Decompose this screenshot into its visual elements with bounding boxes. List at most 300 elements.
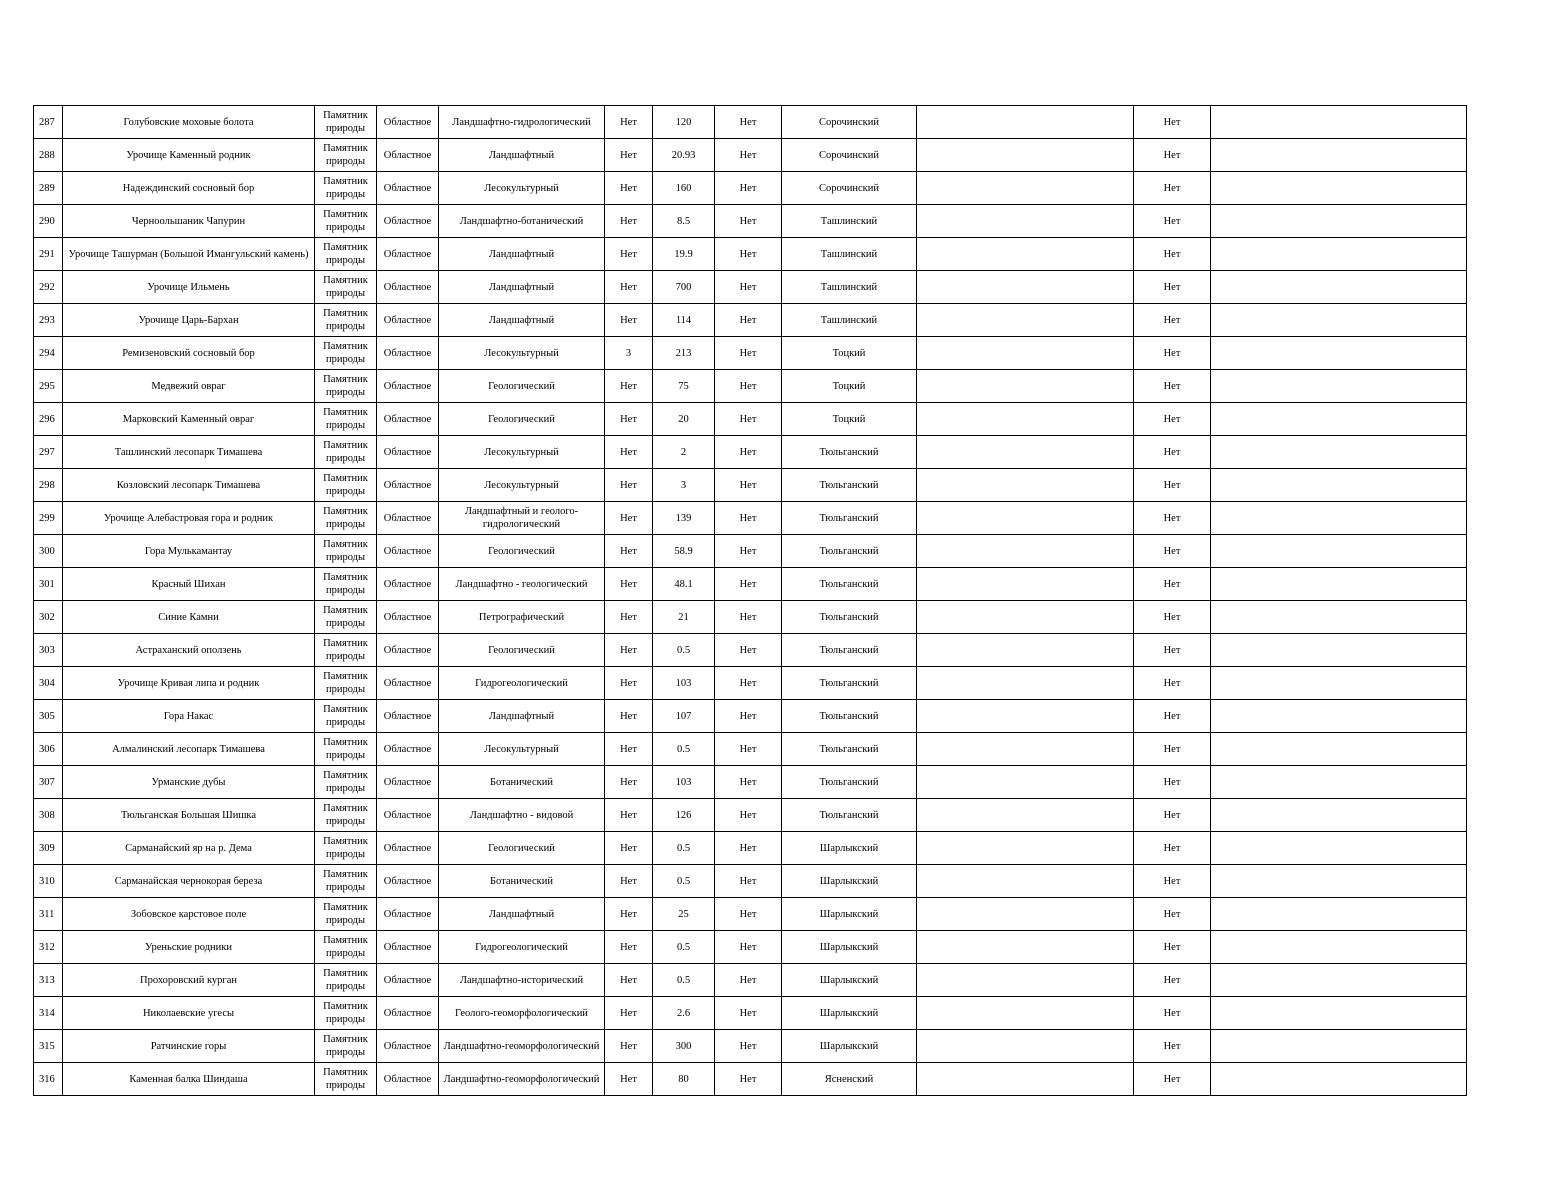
cell-col5: Нет bbox=[605, 205, 653, 238]
district-name: Шарлыкский bbox=[782, 997, 917, 1030]
object-category: Памятник природы bbox=[315, 238, 377, 271]
cell-col7: Нет bbox=[715, 568, 782, 601]
cell-col9 bbox=[917, 601, 1134, 634]
cell-col7: Нет bbox=[715, 403, 782, 436]
table-row bbox=[34, 931, 1467, 964]
cell-col5: 3 bbox=[605, 337, 653, 370]
object-category: Памятник природы bbox=[315, 271, 377, 304]
cell-col10: Нет bbox=[1134, 766, 1211, 799]
cell-col10: Нет bbox=[1134, 634, 1211, 667]
object-area: 0.5 bbox=[653, 733, 715, 766]
table-row bbox=[34, 469, 1467, 502]
object-name: Урочище Кривая липа и родник bbox=[63, 667, 315, 700]
cell-col9 bbox=[917, 832, 1134, 865]
object-category: Памятник природы bbox=[315, 733, 377, 766]
district-name: Тоцкий bbox=[782, 370, 917, 403]
cell-col5: Нет bbox=[605, 172, 653, 205]
object-area: 120 bbox=[653, 106, 715, 139]
cell-col10: Нет bbox=[1134, 469, 1211, 502]
cell-col10: Нет bbox=[1134, 304, 1211, 337]
cell-col5: Нет bbox=[605, 469, 653, 502]
protected-areas-table bbox=[33, 105, 1467, 1096]
object-category: Памятник природы bbox=[315, 865, 377, 898]
table-row bbox=[34, 898, 1467, 931]
cell-col11 bbox=[1211, 931, 1467, 964]
row-number: 311 bbox=[34, 898, 63, 931]
object-category: Памятник природы bbox=[315, 205, 377, 238]
cell-col9 bbox=[917, 634, 1134, 667]
cell-col10: Нет bbox=[1134, 370, 1211, 403]
object-category: Памятник природы bbox=[315, 106, 377, 139]
row-number: 287 bbox=[34, 106, 63, 139]
cell-col11 bbox=[1211, 964, 1467, 997]
row-number: 292 bbox=[34, 271, 63, 304]
table-row bbox=[34, 964, 1467, 997]
object-significance: Областное bbox=[377, 799, 439, 832]
object-category: Памятник природы bbox=[315, 1063, 377, 1096]
object-area: 0.5 bbox=[653, 634, 715, 667]
district-name: Тюльганский bbox=[782, 568, 917, 601]
object-significance: Областное bbox=[377, 502, 439, 535]
object-category: Памятник природы bbox=[315, 535, 377, 568]
row-number: 301 bbox=[34, 568, 63, 601]
object-profile: Лесокультурный bbox=[439, 469, 605, 502]
object-name: Урочище Алебастровая гора и родник bbox=[63, 502, 315, 535]
cell-col10: Нет bbox=[1134, 898, 1211, 931]
table-row bbox=[34, 271, 1467, 304]
object-name: Зобовское карстовое поле bbox=[63, 898, 315, 931]
cell-col9 bbox=[917, 370, 1134, 403]
cell-col7: Нет bbox=[715, 139, 782, 172]
district-name: Тюльганский bbox=[782, 535, 917, 568]
table-row bbox=[34, 568, 1467, 601]
object-significance: Областное bbox=[377, 766, 439, 799]
cell-col11 bbox=[1211, 700, 1467, 733]
cell-col10: Нет bbox=[1134, 568, 1211, 601]
cell-col11 bbox=[1211, 535, 1467, 568]
cell-col7: Нет bbox=[715, 1030, 782, 1063]
object-category: Памятник природы bbox=[315, 898, 377, 931]
object-area: 160 bbox=[653, 172, 715, 205]
cell-col9 bbox=[917, 964, 1134, 997]
cell-col11 bbox=[1211, 1063, 1467, 1096]
object-category: Памятник природы bbox=[315, 403, 377, 436]
table-row bbox=[34, 337, 1467, 370]
cell-col9 bbox=[917, 403, 1134, 436]
table-row bbox=[34, 733, 1467, 766]
object-profile: Геологический bbox=[439, 370, 605, 403]
cell-col7: Нет bbox=[715, 535, 782, 568]
district-name: Тоцкий bbox=[782, 403, 917, 436]
object-name: Николаевские угесы bbox=[63, 997, 315, 1030]
cell-col9 bbox=[917, 898, 1134, 931]
cell-col7: Нет bbox=[715, 964, 782, 997]
table-row bbox=[34, 601, 1467, 634]
cell-col10: Нет bbox=[1134, 1030, 1211, 1063]
cell-col7: Нет bbox=[715, 304, 782, 337]
cell-col10: Нет bbox=[1134, 535, 1211, 568]
object-name: Гора Накас bbox=[63, 700, 315, 733]
object-area: 48.1 bbox=[653, 568, 715, 601]
object-category: Памятник природы bbox=[315, 997, 377, 1030]
district-name: Тюльганский bbox=[782, 766, 917, 799]
district-name: Тюльганский bbox=[782, 733, 917, 766]
cell-col5: Нет bbox=[605, 700, 653, 733]
table-row bbox=[34, 832, 1467, 865]
object-profile: Лесокультурный bbox=[439, 172, 605, 205]
cell-col9 bbox=[917, 271, 1134, 304]
cell-col5: Нет bbox=[605, 766, 653, 799]
object-significance: Областное bbox=[377, 1063, 439, 1096]
cell-col7: Нет bbox=[715, 502, 782, 535]
object-name: Голубовские моховые болота bbox=[63, 106, 315, 139]
row-number: 306 bbox=[34, 733, 63, 766]
cell-col11 bbox=[1211, 997, 1467, 1030]
cell-col10: Нет bbox=[1134, 601, 1211, 634]
cell-col5: Нет bbox=[605, 139, 653, 172]
table-row bbox=[34, 502, 1467, 535]
object-name: Черноольшаник Чапурин bbox=[63, 205, 315, 238]
cell-col11 bbox=[1211, 667, 1467, 700]
district-name: Тюльганский bbox=[782, 436, 917, 469]
cell-col11 bbox=[1211, 766, 1467, 799]
object-category: Памятник природы bbox=[315, 469, 377, 502]
object-significance: Областное bbox=[377, 106, 439, 139]
table-row bbox=[34, 535, 1467, 568]
cell-col9 bbox=[917, 304, 1134, 337]
row-number: 298 bbox=[34, 469, 63, 502]
object-area: 126 bbox=[653, 799, 715, 832]
object-area: 700 bbox=[653, 271, 715, 304]
object-category: Памятник природы bbox=[315, 700, 377, 733]
table-row bbox=[34, 436, 1467, 469]
object-area: 139 bbox=[653, 502, 715, 535]
cell-col10: Нет bbox=[1134, 172, 1211, 205]
district-name: Шарлыкский bbox=[782, 898, 917, 931]
district-name: Шарлыкский bbox=[782, 964, 917, 997]
document-page bbox=[33, 105, 1466, 1096]
cell-col11 bbox=[1211, 238, 1467, 271]
district-name: Шарлыкский bbox=[782, 1030, 917, 1063]
object-name: Астраханский оползень bbox=[63, 634, 315, 667]
object-area: 25 bbox=[653, 898, 715, 931]
cell-col9 bbox=[917, 139, 1134, 172]
table-row bbox=[34, 172, 1467, 205]
district-name: Шарлыкский bbox=[782, 832, 917, 865]
object-name: Алмалинский лесопарк Тимашева bbox=[63, 733, 315, 766]
object-profile: Геологический bbox=[439, 535, 605, 568]
object-name: Красный Шихан bbox=[63, 568, 315, 601]
table-row bbox=[34, 403, 1467, 436]
table-row bbox=[34, 865, 1467, 898]
table-row bbox=[34, 634, 1467, 667]
cell-col11 bbox=[1211, 502, 1467, 535]
object-significance: Областное bbox=[377, 832, 439, 865]
object-name: Прохоровский курган bbox=[63, 964, 315, 997]
object-category: Памятник природы bbox=[315, 931, 377, 964]
object-profile: Ландшафтно-геоморфологический bbox=[439, 1030, 605, 1063]
cell-col5: Нет bbox=[605, 271, 653, 304]
cell-col10: Нет bbox=[1134, 205, 1211, 238]
cell-col5: Нет bbox=[605, 964, 653, 997]
cell-col11 bbox=[1211, 568, 1467, 601]
object-area: 0.5 bbox=[653, 865, 715, 898]
district-name: Шарлыкский bbox=[782, 865, 917, 898]
object-name: Урманские дубы bbox=[63, 766, 315, 799]
object-significance: Областное bbox=[377, 733, 439, 766]
row-number: 303 bbox=[34, 634, 63, 667]
district-name: Тюльганский bbox=[782, 700, 917, 733]
row-number: 293 bbox=[34, 304, 63, 337]
district-name: Ташлинский bbox=[782, 304, 917, 337]
cell-col7: Нет bbox=[715, 799, 782, 832]
object-area: 3 bbox=[653, 469, 715, 502]
object-profile: Ландшафтно-гидрологический bbox=[439, 106, 605, 139]
object-category: Памятник природы bbox=[315, 568, 377, 601]
cell-col10: Нет bbox=[1134, 799, 1211, 832]
row-number: 315 bbox=[34, 1030, 63, 1063]
object-category: Памятник природы bbox=[315, 832, 377, 865]
object-significance: Областное bbox=[377, 535, 439, 568]
cell-col5: Нет bbox=[605, 568, 653, 601]
object-name: Каменная балка Шиндаша bbox=[63, 1063, 315, 1096]
cell-col11 bbox=[1211, 799, 1467, 832]
district-name: Сорочинский bbox=[782, 172, 917, 205]
cell-col11 bbox=[1211, 898, 1467, 931]
object-area: 20.93 bbox=[653, 139, 715, 172]
row-number: 309 bbox=[34, 832, 63, 865]
object-profile: Ландшафтно - геологический bbox=[439, 568, 605, 601]
object-category: Памятник природы bbox=[315, 139, 377, 172]
object-name: Синие Камни bbox=[63, 601, 315, 634]
cell-col9 bbox=[917, 667, 1134, 700]
object-area: 2 bbox=[653, 436, 715, 469]
cell-col5: Нет bbox=[605, 403, 653, 436]
object-area: 58.9 bbox=[653, 535, 715, 568]
cell-col10: Нет bbox=[1134, 964, 1211, 997]
object-category: Памятник природы bbox=[315, 304, 377, 337]
row-number: 313 bbox=[34, 964, 63, 997]
object-name: Гора Мулькамантау bbox=[63, 535, 315, 568]
district-name: Тоцкий bbox=[782, 337, 917, 370]
cell-col7: Нет bbox=[715, 1063, 782, 1096]
cell-col9 bbox=[917, 799, 1134, 832]
cell-col9 bbox=[917, 733, 1134, 766]
cell-col5: Нет bbox=[605, 601, 653, 634]
object-name: Урочище Царь-Бархан bbox=[63, 304, 315, 337]
object-area: 300 bbox=[653, 1030, 715, 1063]
object-profile: Ландшафтно-ботанический bbox=[439, 205, 605, 238]
cell-col7: Нет bbox=[715, 337, 782, 370]
cell-col10: Нет bbox=[1134, 139, 1211, 172]
table-row bbox=[34, 766, 1467, 799]
cell-col7: Нет bbox=[715, 271, 782, 304]
object-significance: Областное bbox=[377, 931, 439, 964]
table-body bbox=[34, 106, 1467, 1096]
cell-col11 bbox=[1211, 370, 1467, 403]
object-name: Ратчинские горы bbox=[63, 1030, 315, 1063]
cell-col7: Нет bbox=[715, 634, 782, 667]
object-name: Марковский Каменный овраг bbox=[63, 403, 315, 436]
cell-col9 bbox=[917, 1063, 1134, 1096]
cell-col5: Нет bbox=[605, 106, 653, 139]
cell-col11 bbox=[1211, 139, 1467, 172]
cell-col11 bbox=[1211, 304, 1467, 337]
row-number: 312 bbox=[34, 931, 63, 964]
cell-col5: Нет bbox=[605, 436, 653, 469]
object-profile: Ландшафтно-геоморфологический bbox=[439, 1063, 605, 1096]
object-area: 103 bbox=[653, 667, 715, 700]
district-name: Тюльганский bbox=[782, 634, 917, 667]
table-row bbox=[34, 1063, 1467, 1096]
table-row bbox=[34, 304, 1467, 337]
cell-col7: Нет bbox=[715, 667, 782, 700]
cell-col5: Нет bbox=[605, 535, 653, 568]
cell-col9 bbox=[917, 865, 1134, 898]
object-category: Памятник природы bbox=[315, 370, 377, 403]
object-profile: Ландшафтный bbox=[439, 304, 605, 337]
cell-col5: Нет bbox=[605, 1030, 653, 1063]
object-profile: Ландшафтный bbox=[439, 139, 605, 172]
object-area: 107 bbox=[653, 700, 715, 733]
cell-col5: Нет bbox=[605, 799, 653, 832]
cell-col9 bbox=[917, 535, 1134, 568]
row-number: 299 bbox=[34, 502, 63, 535]
cell-col9 bbox=[917, 931, 1134, 964]
district-name: Ясненский bbox=[782, 1063, 917, 1096]
object-name: Урочище Каменный родник bbox=[63, 139, 315, 172]
object-name: Тюльганская Большая Шишка bbox=[63, 799, 315, 832]
object-area: 21 bbox=[653, 601, 715, 634]
object-area: 80 bbox=[653, 1063, 715, 1096]
cell-col11 bbox=[1211, 271, 1467, 304]
cell-col10: Нет bbox=[1134, 403, 1211, 436]
object-name: Уреньские родники bbox=[63, 931, 315, 964]
table-row bbox=[34, 799, 1467, 832]
cell-col11 bbox=[1211, 634, 1467, 667]
object-category: Памятник природы bbox=[315, 172, 377, 205]
cell-col7: Нет bbox=[715, 469, 782, 502]
cell-col10: Нет bbox=[1134, 337, 1211, 370]
object-name: Ташлинский лесопарк Тимашева bbox=[63, 436, 315, 469]
object-area: 213 bbox=[653, 337, 715, 370]
object-significance: Областное bbox=[377, 469, 439, 502]
cell-col7: Нет bbox=[715, 601, 782, 634]
row-number: 297 bbox=[34, 436, 63, 469]
object-area: 75 bbox=[653, 370, 715, 403]
district-name: Тюльганский bbox=[782, 799, 917, 832]
cell-col9 bbox=[917, 469, 1134, 502]
object-category: Памятник природы bbox=[315, 502, 377, 535]
object-area: 2.6 bbox=[653, 997, 715, 1030]
object-category: Памятник природы bbox=[315, 634, 377, 667]
cell-col11 bbox=[1211, 403, 1467, 436]
object-profile: Петрографический bbox=[439, 601, 605, 634]
table-row bbox=[34, 139, 1467, 172]
cell-col5: Нет bbox=[605, 1063, 653, 1096]
cell-col7: Нет bbox=[715, 997, 782, 1030]
table-row bbox=[34, 667, 1467, 700]
object-profile: Геологический bbox=[439, 634, 605, 667]
row-number: 289 bbox=[34, 172, 63, 205]
cell-col11 bbox=[1211, 601, 1467, 634]
row-number: 300 bbox=[34, 535, 63, 568]
row-number: 314 bbox=[34, 997, 63, 1030]
object-significance: Областное bbox=[377, 436, 439, 469]
row-number: 294 bbox=[34, 337, 63, 370]
cell-col10: Нет bbox=[1134, 700, 1211, 733]
cell-col10: Нет bbox=[1134, 106, 1211, 139]
cell-col5: Нет bbox=[605, 634, 653, 667]
row-number: 295 bbox=[34, 370, 63, 403]
object-significance: Областное bbox=[377, 1030, 439, 1063]
cell-col9 bbox=[917, 337, 1134, 370]
cell-col5: Нет bbox=[605, 931, 653, 964]
cell-col7: Нет bbox=[715, 436, 782, 469]
cell-col11 bbox=[1211, 172, 1467, 205]
cell-col9 bbox=[917, 106, 1134, 139]
object-area: 19.9 bbox=[653, 238, 715, 271]
table-row bbox=[34, 106, 1467, 139]
object-profile: Ландшафтный bbox=[439, 700, 605, 733]
district-name: Тюльганский bbox=[782, 601, 917, 634]
object-profile: Ландшафтно-исторический bbox=[439, 964, 605, 997]
cell-col7: Нет bbox=[715, 733, 782, 766]
cell-col11 bbox=[1211, 436, 1467, 469]
cell-col5: Нет bbox=[605, 238, 653, 271]
object-profile: Гидрогеологический bbox=[439, 667, 605, 700]
object-significance: Областное bbox=[377, 403, 439, 436]
cell-col11 bbox=[1211, 1030, 1467, 1063]
row-number: 316 bbox=[34, 1063, 63, 1096]
object-category: Памятник природы bbox=[315, 1030, 377, 1063]
object-profile: Лесокультурный bbox=[439, 436, 605, 469]
district-name: Ташлинский bbox=[782, 205, 917, 238]
object-profile: Геологический bbox=[439, 832, 605, 865]
cell-col5: Нет bbox=[605, 502, 653, 535]
object-profile: Геолого-геоморфологический bbox=[439, 997, 605, 1030]
district-name: Ташлинский bbox=[782, 271, 917, 304]
cell-col5: Нет bbox=[605, 667, 653, 700]
object-profile: Геологический bbox=[439, 403, 605, 436]
object-area: 0.5 bbox=[653, 832, 715, 865]
cell-col7: Нет bbox=[715, 238, 782, 271]
object-significance: Областное bbox=[377, 205, 439, 238]
cell-col11 bbox=[1211, 337, 1467, 370]
cell-col9 bbox=[917, 502, 1134, 535]
district-name: Сорочинский bbox=[782, 106, 917, 139]
cell-col9 bbox=[917, 766, 1134, 799]
cell-col10: Нет bbox=[1134, 271, 1211, 304]
cell-col9 bbox=[917, 172, 1134, 205]
object-name: Урочище Ташурман (Большой Имангульский камень) bbox=[63, 238, 315, 271]
object-profile: Лесокультурный bbox=[439, 733, 605, 766]
object-significance: Областное bbox=[377, 304, 439, 337]
object-name: Козловский лесопарк Тимашева bbox=[63, 469, 315, 502]
cell-col5: Нет bbox=[605, 733, 653, 766]
cell-col10: Нет bbox=[1134, 502, 1211, 535]
cell-col10: Нет bbox=[1134, 931, 1211, 964]
object-profile: Лесокультурный bbox=[439, 337, 605, 370]
cell-col9 bbox=[917, 997, 1134, 1030]
cell-col7: Нет bbox=[715, 106, 782, 139]
cell-col10: Нет bbox=[1134, 238, 1211, 271]
cell-col7: Нет bbox=[715, 700, 782, 733]
object-area: 0.5 bbox=[653, 931, 715, 964]
cell-col7: Нет bbox=[715, 865, 782, 898]
object-significance: Областное bbox=[377, 172, 439, 205]
row-number: 291 bbox=[34, 238, 63, 271]
